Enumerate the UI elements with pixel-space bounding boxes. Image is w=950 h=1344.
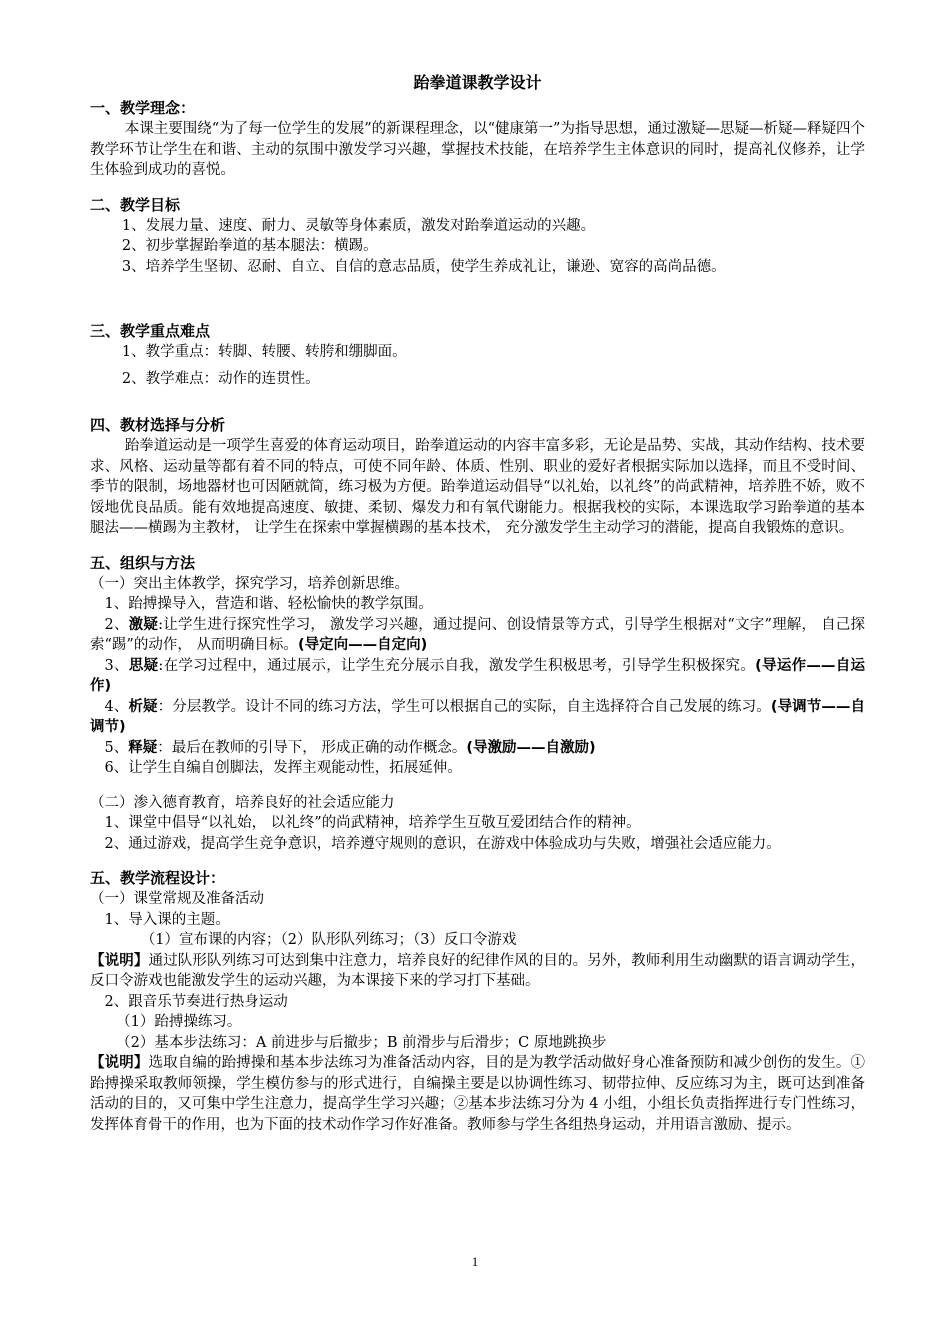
flow-item: 1、导入课的主题。 <box>104 911 230 928</box>
flow-item: （1）宣布课的内容；（2）队形队列练习；（3）反口令游戏 <box>140 932 517 948</box>
section-heading-objectives: 二、教学目标 <box>90 195 181 214</box>
page-number: 1 <box>471 1254 479 1269</box>
organization-subheading: （二）渗入德育教育，培养良好的社会适应能力 <box>90 794 395 811</box>
flow-note: 【说明】选取自编的跆搏操和基本步法练习为准备活动内容，目的是为教学活动做好身心准备预防和减少创伤的发生。①跆搏操采取教师领操，学生模仿参与的形式进行，自编操主要是以协调性练习、韧带拉伸、反应练习为主，既可达到准备活动的目的，又可集中学生注意力，提高学生学习兴趣；②基本步法练习分为 4 小组，小组长负责指挥进行专门性练习，发挥体育骨干的作用，也为下面的技术动作学习作好准备。教师参与学生各组热身运动，并用语言激励、提示。 <box>90 1055 865 1133</box>
document-page <box>90 72 865 1135</box>
objective-item: 3、培养学生坚韧、忍耐、自立、自信的意志品质，使学生养成礼让，谦逊、宽容的高尚品德。 <box>121 258 726 275</box>
philosophy-paragraph: 本课主要围绕“为了每一位学生的发展”的新课程理念，以“健康第一”为指导思想，通过激疑—思疑—析疑—释疑四个教学环节让学生在和谐、主动的氛围中激发学习兴趣，掌握技术技能，在培养学生主体意识的同时，提高礼仪修养，让学生体验到成功的喜悦。 <box>90 121 865 178</box>
section-heading-organization: 五、组织与方法 <box>90 553 196 572</box>
organization-item: 4、析疑：分层教学。设计不同的练习方法，学生可以根据自己的实际，自主选择符合自己发展的练习。(导调节——自调节) <box>90 698 865 735</box>
organization-item: 5、释疑：最后在教师的引导下， 形成正确的动作概念。(导激励——自激励) <box>104 739 596 756</box>
organization-item: 6、让学生自编自创脚法，发挥主观能动性，拓展延伸。 <box>104 760 462 776</box>
section-heading-materials: 四、教材选择与分析 <box>90 416 226 434</box>
flow-item: （2）基本步法练习：A 前进步与后撤步；B 前滑步与后滑步；C 原地跳换步 <box>116 1034 607 1051</box>
section-heading-philosophy: 一、教学理念： <box>90 99 196 117</box>
document-title: 跆拳道课教学设计 <box>413 73 542 92</box>
organization-item: 3、思疑:在学习过程中，通过展示，让学生充分展示自我，激发学生积极思考，引导学生积极探究。(导运作——自运作) <box>90 657 865 694</box>
organization-item: 1、课堂中倡导“以礼始， 以礼终”的尚武精神，培养学生互敬互爱团结合作的精神。 <box>104 815 641 831</box>
flow-note: 【说明】通过队形队列练习可达到集中注意力，培养良好的纪律作风的目的。另外，教师利用生动幽默的语言调动学生，反口令游戏也能激发学生的运动兴趣，为本课接下来的学习打下基础。 <box>90 952 865 989</box>
materials-paragraph: 跆拳道运动是一项学生喜爱的体育运动项目，跆拳道运动的内容丰富多彩，无论是品势、实战，其动作结构、技术要求、风格、运动量等都有着不同的特点，可使不同年龄、体质、性别、职业的爱好者根据实际加以选择，而且不受时间、季节的限制，场地器材也可因陋就简，练习极为方便。跆拳道运动倡导“以礼始，以礼终”的尚武精神，培养胜不娇，败不馁地优良品质。能有效地提高速度、敏捷、柔韧、爆发力和有氧代谢能力。根据我校的实际，本课选取学习跆拳道的基本腿法——横踢为主教材， 让学生在探索中掌握横踢的基本技术， 充分激发学生主动学习的潜能，提高自我锻炼的意识。 <box>90 438 865 536</box>
organization-item: 1、跆搏操导入，营造和谐、轻松愉快的教学氛围。 <box>104 596 433 612</box>
organization-subheading: （一）突出主体教学，探究学习，培养创新思维。 <box>90 575 409 592</box>
objective-item: 1、发展力量、速度、耐力、灵敏等身体素质，激发对跆拳道运动的兴趣。 <box>121 217 596 234</box>
flow-subheading: （一）课堂常规及准备活动 <box>90 891 264 907</box>
section-heading-flow: 五、教学流程设计： <box>90 869 226 887</box>
section-heading-key-points: 三、教学重点难点 <box>90 322 211 340</box>
key-point-item: 1、教学重点：转脚、转腰、转胯和绷脚面。 <box>121 344 407 360</box>
objective-item: 2、初步掌握跆拳道的基本腿法：横踢。 <box>121 238 378 254</box>
key-point-item: 2、教学难点：动作的连贯性。 <box>121 370 320 387</box>
flow-item: （1）跆搏操练习。 <box>116 1014 242 1030</box>
flow-item: 2、跟音乐节奏进行热身运动 <box>104 993 288 1010</box>
organization-item: 2、通过游戏，提高学生竞争意识，培养遵守规则的意识，在游戏中体验成功与失败，增强社会适应能力。 <box>104 835 781 852</box>
organization-item: 2、激疑:让学生进行探究性学习， 激发学习兴趣，通过提问、创设情景等方式，引导学生根据对“文字”理解， 自己探索“踢”的动作， 从而明确目标。(导定向——自定向) <box>90 616 866 653</box>
